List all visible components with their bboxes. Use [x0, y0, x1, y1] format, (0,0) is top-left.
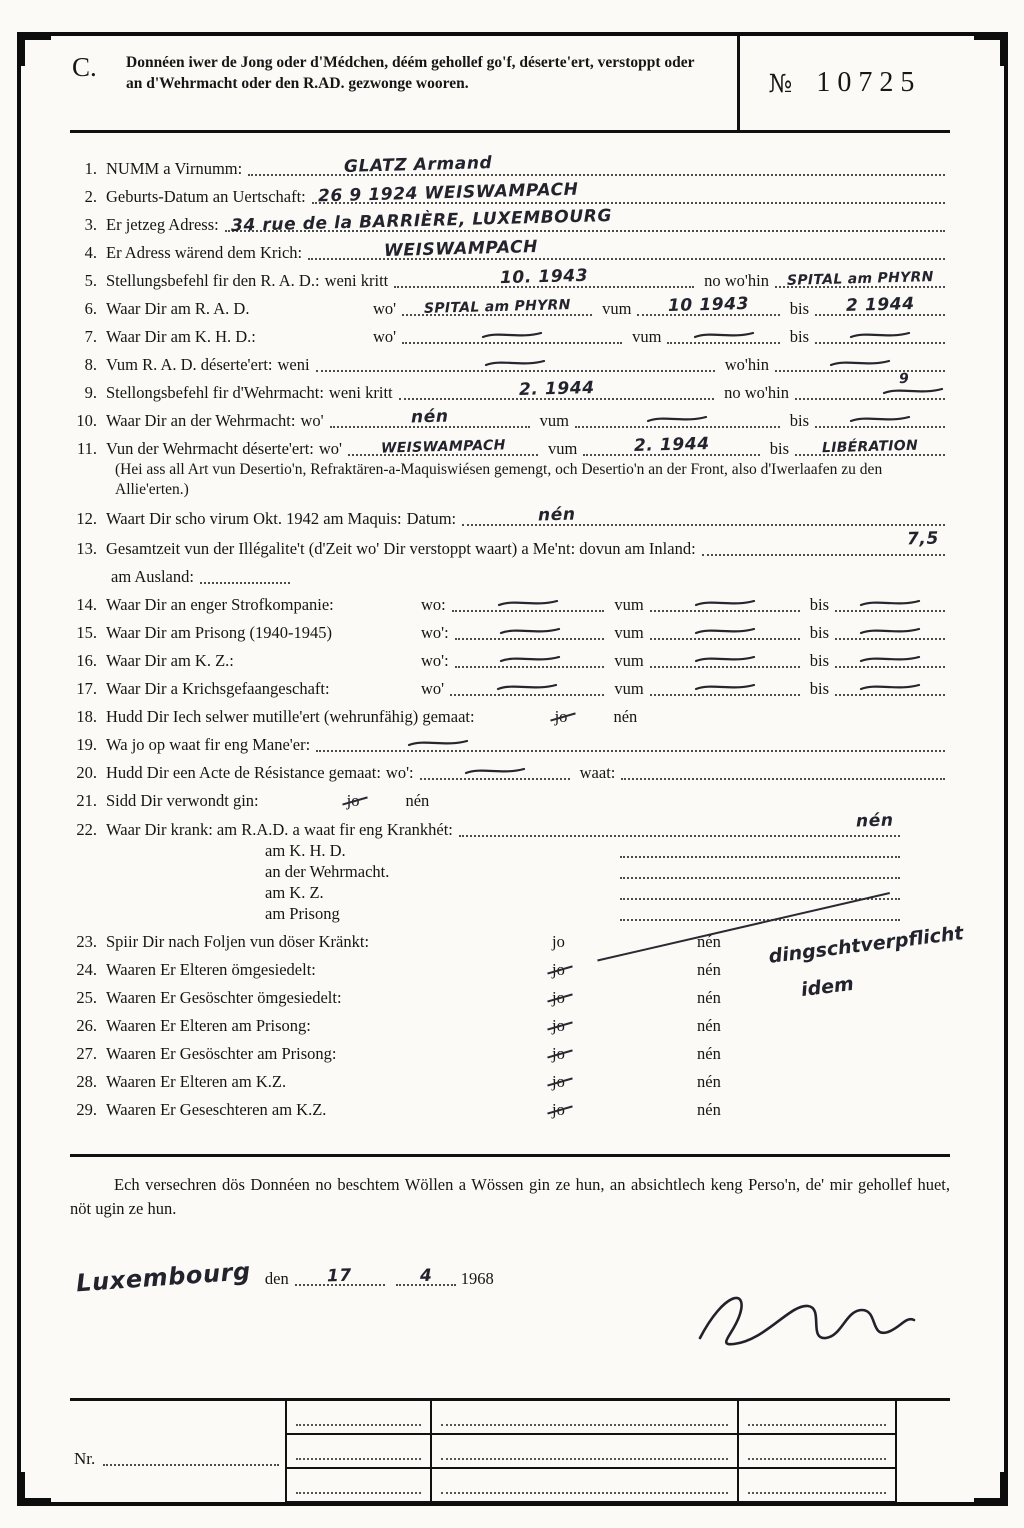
field-label: weni kritt [324, 270, 389, 290]
dotted-field [650, 594, 800, 612]
item-number: 7. [84, 326, 97, 346]
jo-option [552, 960, 697, 980]
item-label: Waaren Er Elteren am Prisong: [106, 1016, 311, 1036]
form-row [70, 347, 950, 375]
form-row [70, 587, 950, 615]
field-label: wo' [421, 678, 445, 698]
handwritten-value: 9 [898, 370, 910, 388]
item-number: 20. [76, 762, 97, 782]
field-label: vum [539, 410, 569, 430]
form-subrow [265, 840, 900, 861]
form-subrow [265, 861, 900, 882]
corner-mark [17, 32, 51, 66]
item-label: Waar Dir an der Wehrmacht: [106, 410, 296, 430]
footer-grid-section [70, 1398, 950, 1506]
field-label: bis [769, 438, 789, 458]
form-subrow [265, 882, 900, 903]
field-label: bis [809, 622, 829, 642]
handwritten-value: 10 1943 [667, 294, 750, 317]
dotted-field [296, 1492, 421, 1494]
dotted-field [702, 529, 945, 556]
handwritten-value: WEISWAMPACH [380, 437, 506, 457]
form-number-box [737, 36, 950, 130]
table-cell [286, 1434, 431, 1468]
field-label: wo': [421, 622, 449, 642]
dash-stroke-icon [463, 765, 527, 777]
form-items [70, 151, 965, 1120]
form-row [70, 699, 950, 727]
yes-no-block [70, 922, 965, 1120]
dash-stroke-icon [858, 625, 922, 637]
dash-stroke-icon [848, 329, 912, 341]
item-number: 23. [76, 932, 97, 952]
item-label: Waaren Er Elteren ömgesiedelt: [106, 960, 316, 980]
item-number: 17. [76, 678, 97, 698]
jo-text: jo [552, 960, 565, 980]
item-label: Vun der Wehrmacht déserte'ert: [106, 438, 314, 458]
dotted-field [620, 905, 900, 921]
nen-option: nén [697, 988, 721, 1008]
form-document [70, 36, 965, 1511]
form-row [70, 1064, 950, 1092]
item-label: Waart Dir scho virum Okt. 1942 am Maquis: [106, 508, 402, 528]
form-row [70, 179, 950, 207]
jo-text: jo [552, 988, 565, 1008]
form-row [70, 755, 950, 783]
jo-option [552, 988, 697, 1008]
form-row [70, 727, 950, 755]
table-row [286, 1434, 896, 1468]
form-row [70, 370, 950, 403]
table-row [286, 1400, 896, 1434]
form-row [70, 671, 950, 699]
dotted-field [455, 650, 605, 668]
form-row [70, 615, 950, 643]
dotted-field [637, 295, 779, 316]
handwritten-value: 34 rue de la BARRIÈRE, LUXEMBOURG [230, 206, 612, 237]
item-number: 27. [76, 1044, 97, 1064]
dotted-field [815, 410, 945, 428]
form-row [70, 529, 950, 559]
dotted-field [775, 354, 945, 372]
dotted-field [620, 884, 900, 900]
dotted-field [621, 762, 945, 780]
nen-option: nén [613, 706, 638, 726]
field-label: wo'hin [724, 354, 769, 374]
dotted-field [420, 762, 570, 780]
field-label: vum [614, 650, 644, 670]
dotted-field [459, 811, 900, 838]
jo-text: jo [552, 1100, 565, 1120]
dash-stroke-icon [498, 625, 562, 637]
dotted-field [295, 1266, 385, 1286]
item-number: 1. [84, 158, 97, 178]
form-row [70, 1036, 950, 1064]
dotted-field [399, 379, 715, 400]
field-label: am Ausland: [111, 566, 194, 586]
item-label: Hudd Dir Iech selwer mutille'ert (wehrunfähig) gemaat: [106, 706, 475, 726]
dotted-field [650, 650, 800, 668]
dotted-field [450, 678, 604, 696]
dotted-field [308, 239, 945, 260]
section-letter: C. [72, 52, 97, 82]
form-row [70, 263, 950, 291]
table-cell [738, 1400, 896, 1434]
item-label: Waaren Er Elteren am K.Z. [106, 1072, 287, 1092]
dash-stroke-icon [858, 681, 922, 693]
form-row [70, 291, 950, 319]
dash-stroke-icon [406, 737, 470, 749]
dash-stroke-icon [858, 597, 922, 609]
item-number: 29. [76, 1100, 97, 1120]
item-number: 16. [76, 650, 97, 670]
jo-option: jo [554, 706, 568, 726]
nen-option: nén [697, 1100, 721, 1120]
dotted-field [583, 435, 759, 456]
dotted-field [620, 863, 900, 879]
dotted-field [650, 678, 800, 696]
item-number: 12. [76, 508, 97, 528]
form-description: Donnéen iwer de Jong oder d'Médchen, déém gehollef go'f, déserte'ert, verstoppt oder an d'Wehrmacht oder den R.AD. gezwonge wooren. [126, 54, 695, 93]
nen-option: nén [697, 932, 721, 952]
dotted-field [330, 407, 530, 428]
dotted-field [835, 622, 945, 640]
section-divider [70, 1154, 950, 1157]
handwritten-margin-note: idem [800, 973, 856, 1002]
item-number: 9. [84, 382, 97, 402]
item-number: 18. [76, 706, 97, 726]
field-label: bis [809, 650, 829, 670]
field-label: no wo'hin [704, 270, 769, 290]
field-label: vum [614, 594, 644, 614]
item-label: Spiir Dir nach Foljen vun döser Kränkt: [106, 932, 370, 952]
dash-stroke-icon [693, 625, 757, 637]
field-label: wo': [421, 650, 449, 670]
corner-mark [17, 1472, 51, 1506]
dotted-field [441, 1492, 728, 1494]
item-label: Sidd Dir verwondt gin: [106, 790, 259, 810]
dotted-field [394, 267, 694, 288]
handwritten-month: 4 [419, 1266, 433, 1287]
nen-option: nén [697, 1044, 721, 1064]
jo-text: jo [552, 1044, 565, 1064]
item-sublabel: am K. H. D. [265, 841, 346, 861]
corner-mark [974, 32, 1008, 66]
item-number: 21. [76, 790, 97, 810]
dotted-field [775, 270, 945, 288]
item-number: 2. [84, 186, 97, 206]
item-label: Waaren Er Gesöschter am Prisong: [106, 1044, 337, 1064]
dotted-field [200, 566, 290, 584]
handwritten-value: 2. 1944 [633, 434, 710, 457]
field-label: wo' [373, 298, 397, 318]
handwritten-value: nén [537, 504, 576, 526]
form-row [70, 235, 950, 263]
dotted-field [835, 594, 945, 612]
form-row [70, 783, 950, 811]
item-number: 15. [76, 622, 97, 642]
dash-stroke-icon [498, 653, 562, 665]
field-label: Datum: [406, 508, 457, 528]
item-label: Waar Dir a Krichsgefaangeschaft: [106, 678, 330, 698]
dotted-field [795, 370, 945, 400]
dash-stroke-icon [828, 357, 892, 369]
item-number: 26. [76, 1016, 97, 1036]
field-label: bis [809, 594, 829, 614]
item-label: Er jetzeg Adress: [106, 214, 219, 234]
item-number: 5. [84, 270, 97, 290]
item-label: Er Adress wärend dem Krich: [106, 242, 303, 262]
dash-stroke-icon [848, 413, 912, 425]
dash-stroke-icon [483, 357, 547, 369]
form-subrow [265, 903, 900, 924]
field-label: vum [548, 438, 578, 458]
jo-text: jo [552, 1072, 565, 1092]
field-label: vum [632, 326, 662, 346]
dotted-field [835, 650, 945, 668]
date-den-label: den [264, 1269, 289, 1289]
form-row [70, 501, 950, 529]
item-number: 28. [76, 1072, 97, 1092]
field-label: wo' [300, 410, 324, 430]
item-number: 19. [76, 734, 97, 754]
handwritten-margin-note: dingschtverpflicht [767, 922, 965, 969]
handwritten-value: 2. 1944 [518, 378, 595, 401]
table-cell [431, 1468, 738, 1502]
handwritten-value: LIBÉRATION [821, 437, 919, 457]
item-label: Waar Dir am K. Z.: [106, 650, 234, 670]
table-row [286, 1468, 896, 1502]
dotted-field [316, 734, 945, 752]
dotted-field [441, 1458, 728, 1460]
jo-option [552, 1044, 697, 1064]
dotted-field [795, 438, 945, 456]
item-label: Stellongsbefehl fir d'Wehrmacht: [106, 382, 324, 402]
nr-line [74, 1449, 279, 1469]
item-label: Geburts-Datum an Uertschaft: [106, 186, 306, 206]
field-label: wo: [421, 594, 446, 614]
table-cell [738, 1468, 896, 1502]
handwritten-value: WEISWAMPACH [383, 237, 539, 262]
field-label: wo': [385, 762, 414, 782]
item-number: 22. [76, 820, 97, 840]
jo-option [552, 1072, 697, 1092]
item-label: Hudd Dir een Acte de Résistance gemaat: [106, 762, 381, 782]
table-cell [286, 1468, 431, 1502]
item-label: Waaren Er Gesöschter ömgesiedelt: [106, 988, 342, 1008]
handwritten-value: 2 1944 [845, 294, 915, 317]
form-header [70, 36, 950, 133]
item-label: NUMM a Virnumm: [106, 158, 243, 178]
table-cell [431, 1400, 738, 1434]
dash-stroke-icon [692, 329, 756, 341]
dash-stroke-icon [495, 681, 559, 693]
dotted-field [835, 678, 945, 696]
item-label: Waar Dir am K. H. D.: [106, 326, 256, 346]
jo-text: jo [552, 1016, 565, 1036]
dotted-field [815, 326, 945, 344]
item-number: 6. [84, 298, 97, 318]
item-sublabel: am Prisong [265, 904, 340, 924]
footer-table [285, 1399, 897, 1503]
jo-option: jo [552, 932, 565, 952]
field-label: bis [789, 326, 809, 346]
form-row [70, 319, 950, 347]
form-row [70, 151, 950, 179]
handwritten-value: 7,5 [906, 528, 940, 550]
corner-mark [974, 1472, 1008, 1506]
item-number: 14. [76, 594, 97, 614]
dotted-field [650, 622, 800, 640]
handwritten-place: Luxembourg [75, 1257, 252, 1298]
nr-label: Nr. [74, 1449, 96, 1468]
form-row [70, 559, 950, 587]
nen-option: nén [697, 1016, 721, 1036]
field-label: vum [602, 298, 632, 318]
handwritten-value: nén [410, 406, 449, 428]
nen-option: nén [405, 790, 430, 810]
dotted-field [103, 1450, 279, 1466]
dotted-field [316, 354, 715, 372]
jo-option [552, 1100, 697, 1120]
table-cell [738, 1434, 896, 1468]
nen-option: nén [697, 1072, 721, 1092]
field-label: bis [809, 678, 829, 698]
form-row [70, 811, 950, 841]
item-label: Waar Dir an enger Strofkompanie: [106, 594, 334, 614]
field-label: weni [277, 354, 310, 374]
form-row [70, 643, 950, 671]
item-label: Waar Dir am R. A. D. [106, 298, 250, 318]
form-row [70, 207, 950, 235]
field-label: no wo'hin [724, 382, 789, 402]
dotted-field [296, 1458, 421, 1460]
item-label: Waar Dir krank: am R.A.D. a waat fir eng Krankhét: [106, 820, 453, 840]
item-number: 13. [76, 538, 97, 558]
jo-option: jo [346, 790, 360, 810]
field-label: weni kritt [328, 382, 393, 402]
handwritten-value: 10. 1943 [499, 266, 589, 289]
field-label: waat: [579, 762, 616, 782]
handwritten-value: 26 9 1924 WEISWAMPACH [317, 179, 579, 207]
form-row [70, 1008, 950, 1036]
item-number: 4. [84, 242, 97, 262]
item-number: 10. [76, 410, 97, 430]
handwritten-day: 17 [327, 1265, 353, 1287]
numero-sign: № [768, 68, 793, 98]
item-note: (Hei ass all Art vun Desertio'n, Refraktären-a-Maquiswiésen gemengt, och Desertio'n an der Front, also d'Iwerlaafen zu den Allie'erten.) [115, 461, 883, 499]
dotted-field [452, 594, 605, 612]
declaration-text: Ech versechren dös Donnéen no beschtem Wöllen a Wössen gin ze hun, an absichtlech keng Perso'n, de' mir gehollef huet, nöt ugin ze hun. [70, 1175, 950, 1219]
item-number: 8. [84, 354, 97, 374]
dotted-field [575, 410, 780, 428]
form-row [70, 431, 950, 459]
dotted-field [248, 155, 945, 176]
form-number: 10725 [816, 67, 922, 98]
field-label: bis [789, 298, 809, 318]
dash-stroke-icon [496, 597, 560, 609]
dotted-field [396, 1266, 456, 1286]
dash-stroke-icon [480, 329, 544, 341]
illness-sublines [265, 840, 900, 924]
nen-option: nén [697, 960, 721, 980]
dotted-field [402, 326, 622, 344]
header-description-block [70, 36, 737, 130]
dotted-field [225, 206, 945, 237]
field-label: wo' [373, 326, 397, 346]
field-label: vum [614, 678, 644, 698]
dotted-field [296, 1424, 421, 1426]
signature [690, 1278, 920, 1368]
item-label: Waaren Er Geseschteren am K.Z. [106, 1100, 327, 1120]
dash-stroke-icon [693, 653, 757, 665]
dotted-field [748, 1492, 886, 1494]
handwritten-value: nén [856, 810, 895, 832]
item-label: Gesamtzeit vun der Illégalite't (d'Zeit wo' Dir verstoppt waart) a Me'nt: dovun am Inland: [106, 538, 696, 558]
dotted-field [402, 298, 592, 316]
printed-year: 1968 [460, 1269, 494, 1289]
form-row [70, 1092, 950, 1120]
dash-stroke-icon [858, 653, 922, 665]
field-label: wo' [318, 438, 343, 458]
dash-stroke-icon [693, 597, 757, 609]
table-cell [286, 1400, 431, 1434]
item-number: 11. [76, 438, 97, 458]
handwritten-value: GLATZ Armand [343, 153, 493, 178]
table-cell [431, 1434, 738, 1468]
dotted-field [441, 1424, 728, 1426]
handwritten-value: SPITAL am PHYRN [423, 297, 571, 317]
jo-option [552, 1016, 697, 1036]
item-number: 24. [76, 960, 97, 980]
dash-stroke-icon [645, 413, 709, 425]
item-number: 3. [84, 214, 97, 234]
field-label: bis [789, 410, 809, 430]
form-row [70, 403, 950, 431]
dotted-field [312, 179, 945, 207]
dotted-field [748, 1424, 886, 1426]
dotted-field [748, 1458, 886, 1460]
dotted-field [455, 622, 605, 640]
dotted-field [667, 326, 779, 344]
item-label: Wa jo op waat fir eng Mane'er: [106, 734, 311, 754]
field-label: vum [614, 622, 644, 642]
item-sublabel: an der Wehrmacht. [265, 862, 390, 882]
item-number: 25. [76, 988, 97, 1008]
item-label: Vum R. A. D. déserte'ert: [106, 354, 273, 374]
dotted-field [620, 842, 900, 858]
item-label: Waar Dir am Prisong (1940-1945) [106, 622, 332, 642]
item-sublabel: am K. Z. [265, 883, 324, 903]
handwritten-value: SPITAL am PHYRN [786, 269, 934, 289]
dotted-field [348, 438, 538, 456]
dash-stroke-icon [693, 681, 757, 693]
dotted-field [815, 295, 945, 316]
signature-scribble [690, 1278, 920, 1363]
dotted-field [462, 505, 945, 526]
item-label: Stellungsbefehl fir den R. A. D.: [106, 270, 320, 290]
